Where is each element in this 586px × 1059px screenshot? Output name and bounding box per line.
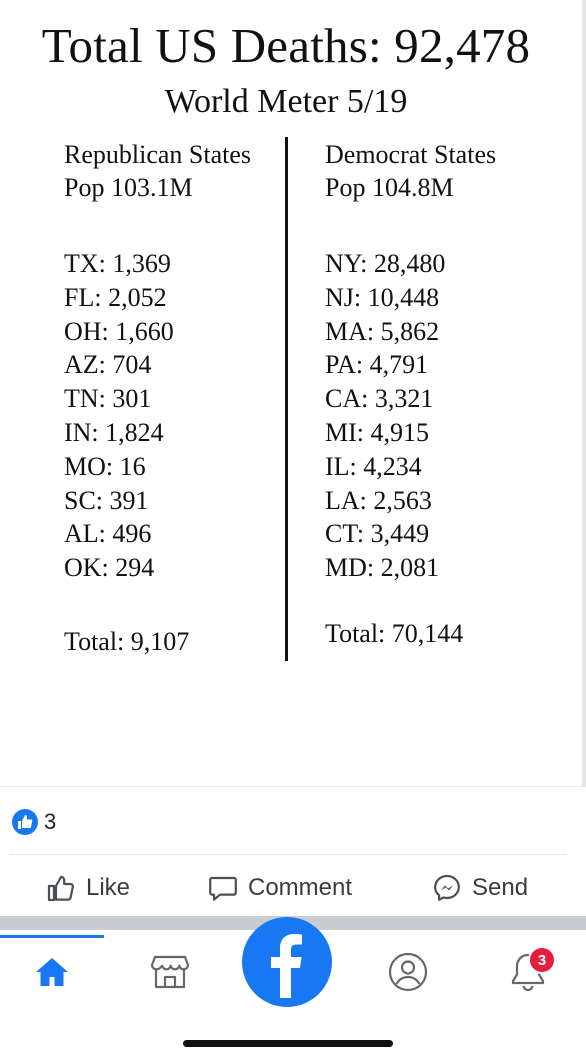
column-header: Republican States	[64, 140, 252, 169]
state-row: MA: 5,862	[325, 316, 440, 346]
image-edge	[582, 0, 586, 786]
reaction-summary[interactable]	[12, 808, 56, 836]
comment-icon	[208, 873, 238, 903]
column-population: Pop 103.1M	[64, 173, 193, 202]
democrat-column	[325, 138, 496, 651]
active-tab-indicator	[0, 935, 104, 938]
send-button[interactable]	[432, 862, 528, 914]
state-row: AL: 496	[64, 519, 152, 549]
state-row: NY: 28,480	[325, 249, 446, 278]
state-row: OK: 294	[64, 553, 155, 583]
state-row: FL: 2,052	[64, 282, 167, 312]
state-row: CT: 3,449	[325, 519, 430, 549]
post-subtitle: World Meter 5/19	[164, 83, 408, 120]
home-icon	[34, 955, 70, 989]
comment-label: Comment	[248, 874, 353, 901]
tab-profile[interactable]	[386, 950, 430, 994]
messenger-icon	[432, 873, 462, 903]
state-list	[325, 247, 496, 585]
profile-icon	[387, 951, 429, 993]
divider	[10, 854, 566, 855]
state-row: TX: 1,369	[64, 249, 171, 278]
state-row: MI: 4,915	[325, 417, 429, 447]
thumbs-up-icon	[46, 873, 76, 903]
post-title: Total US Deaths: 92,478	[41, 18, 531, 73]
column-divider	[285, 137, 288, 661]
column-population: Pop 104.8M	[325, 173, 454, 202]
tab-marketplace[interactable]	[148, 951, 192, 993]
tab-home[interactable]	[32, 952, 72, 992]
state-row: CA: 3,321	[325, 384, 434, 414]
state-row: MO: 16	[64, 451, 146, 481]
state-row: LA: 2,563	[325, 485, 432, 515]
like-label: Like	[86, 874, 131, 901]
column-total: Total: 9,107	[64, 626, 190, 656]
state-row: AZ: 704	[64, 350, 152, 380]
like-reaction-icon	[12, 809, 38, 835]
notification-badge: 3	[528, 946, 556, 974]
marketplace-icon	[150, 953, 190, 991]
republican-column	[64, 138, 251, 659]
send-label: Send	[472, 874, 529, 901]
state-row: IL: 4,234	[325, 451, 422, 481]
divider	[0, 786, 586, 787]
home-indicator[interactable]	[183, 1040, 393, 1047]
state-row: NJ: 10,448	[325, 282, 440, 312]
state-list	[64, 247, 251, 585]
state-row: TN: 301	[64, 384, 152, 414]
reaction-count: 3	[44, 809, 57, 834]
column-header: Democrat States	[325, 140, 497, 169]
post-actions	[0, 862, 586, 914]
state-row: SC: 391	[64, 485, 149, 515]
facebook-logo-icon[interactable]	[242, 917, 332, 1007]
state-row: OH: 1,660	[64, 316, 174, 346]
state-row: PA: 4,791	[325, 350, 429, 380]
state-row: MD: 2,081	[325, 553, 440, 583]
column-total: Total: 70,144	[325, 618, 464, 648]
tab-notifications[interactable]	[500, 947, 556, 997]
comment-button[interactable]	[208, 862, 352, 914]
state-row: IN: 1,824	[64, 417, 164, 447]
like-button[interactable]	[46, 862, 130, 914]
